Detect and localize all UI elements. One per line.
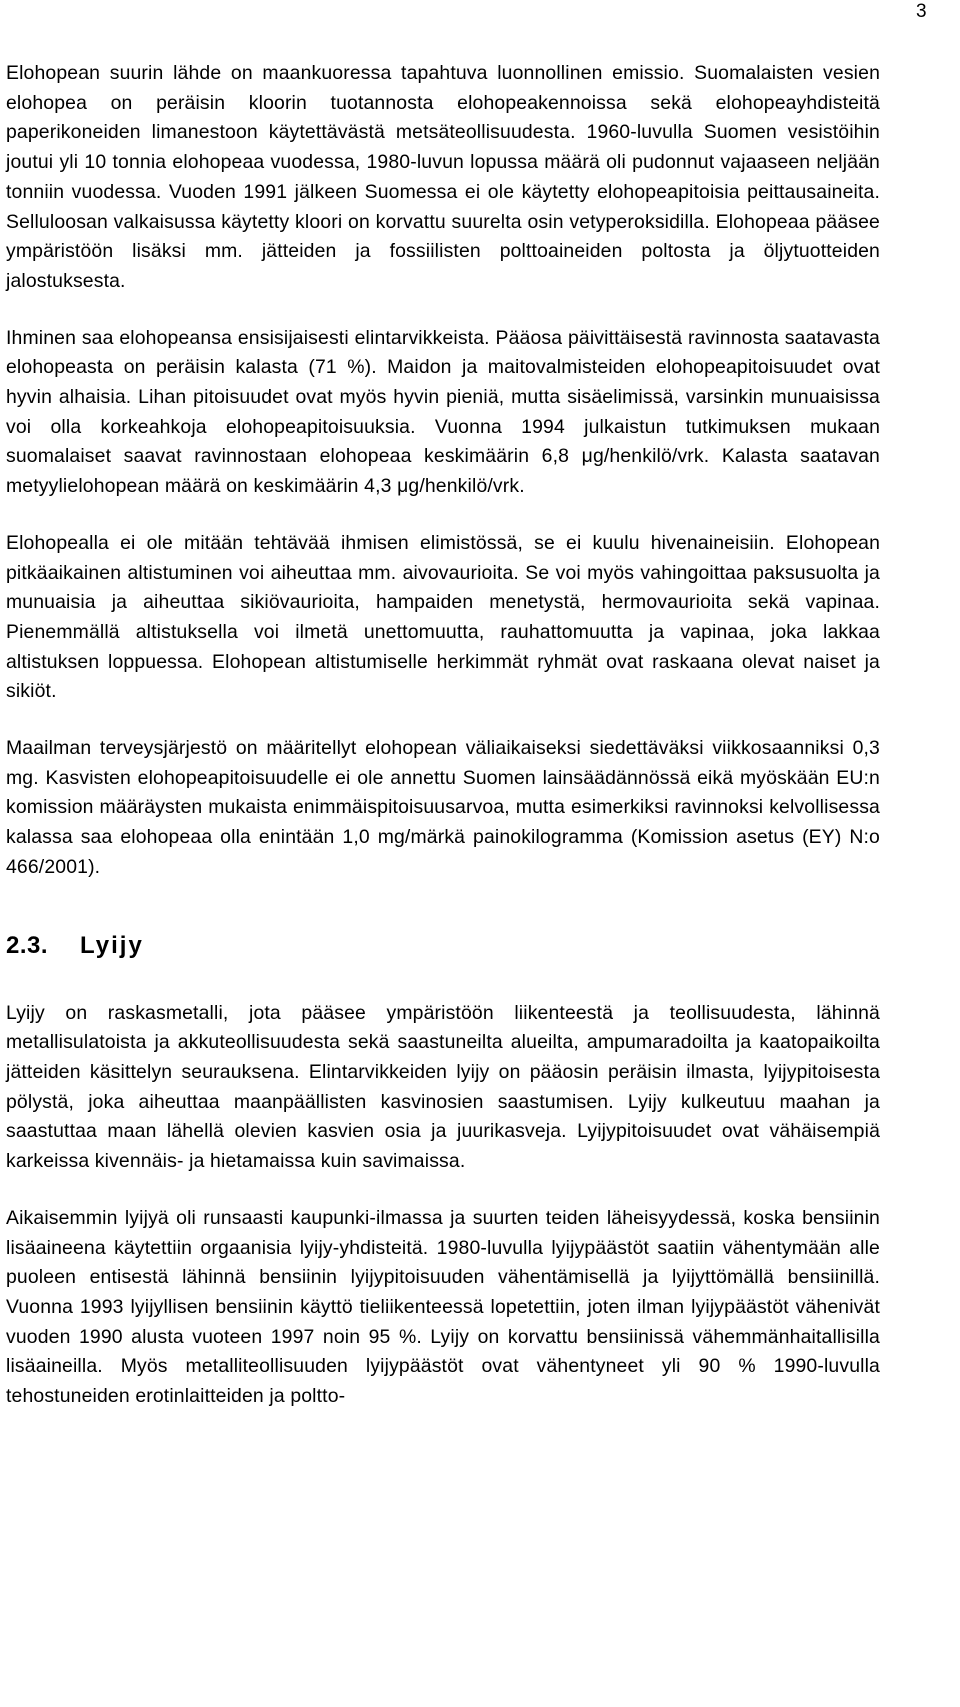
section-title: Lyijy (80, 931, 144, 959)
paragraph-mercury-limits: Maailman terveysjärjestö on määritellyt elohopean väliaikaiseksi siedettäväksi viikkosaanniksi 0,3 mg. Kasvisten elohopeapitoisuudelle ei ole annettu Suomen lainsäädännössä eikä myöskään EU:n komission määräysten mukaista enimmäispitoisuusarvoa, mutta esimerkiksi ravinnoksi kelvollisessa kalassa saa elohopeaa olla enintään 1,0 mg/märkä painokilogramma (Komission asetus (EY) N:o 466/2001). (6, 737, 880, 878)
page-body (6, 59, 880, 1412)
section-heading (6, 930, 880, 962)
paragraph-lead-sources: Lyijy on raskasmetalli, jota pääsee ympäristöön liikenteestä ja teollisuudesta, lähinnä metallisulatoista ja akkuteollisuudesta sekä saastuneilta alueilta, ampumaradoilta ja kaatopaikoilta jätteiden käsittelyn seurauksena. Elintarvikkeiden lyijy on pääosin peräisin ilmasta, lyijypitoisesta pölystä, joka aiheuttaa maanpäällisten kasvinosien saastumisen. Lyijy kulkeutuu maahan ja saastuttaa maan lähellä olevien kasvien osia ja juurikasveja. Lyijypitoisuudet ovat vähäisempiä karkeissa kivennäis- ja hietamaissa kuin savimaissa. (6, 1001, 880, 1173)
paragraph-mercury-sources: Elohopean suurin lähde on maankuoressa tapahtuva luonnollinen emissio. Suomalaisten vesien elohopea on peräisin kloorin tuotannosta elohopeakennoissa sekä elohopeayhdisteitä paperikoneiden limanestoon käytettävästä metsäteollisuudesta. 1960-luvulla Suomen vesistöihin joutui yli 10 tonnia elohopeaa vuodessa, 1980-luvun lopussa määrä oli pudonnut vajaaseen neljään tonniin vuodessa. Vuoden 1991 jälkeen Suomessa ei ole käytetty elohopeapitoisia peittausaineita. Selluloosan valkaisussa käytetty kloori on korvattu suurelta osin vetyperoksidilla. Elohopeaa pääsee ympäristöön lisäksi mm. jätteiden ja fossiilisten polttoaineiden poltosta ja öljytuotteiden jalostuksesta. (6, 62, 880, 292)
section-number: 2.3. (6, 931, 49, 959)
paragraph-mercury-health: Elohopealla ei ole mitään tehtävää ihmisen elimistössä, se ei kuulu hivenaineisiin. Elohopean pitkäaikainen altistuminen voi aiheuttaa mm. aivovaurioita. Se voi myös vahingoittaa paksusuolta ja munuaisia ja aiheuttaa sikiövaurioita, hampaiden menetystä, hermovaurioita sekä vapinaa. Pienemmällä altistuksella voi ilmetä unettomuutta, rauhattomuutta ja vapinaa, joka lakkaa altistuksen loppuessa. Elohopean altistumiselle herkimmät ryhmät ovat raskaana olevat naiset ja sikiöt. (6, 531, 880, 703)
paragraph-mercury-intake: Ihminen saa elohopeansa ensisijaisesti elintarvikkeista. Pääosa päivittäisestä ravinnosta saatavasta elohopeasta on peräisin kalasta (71 %). Maidon ja maitovalmisteiden elohopeapitoisuudet ovat hyvin alhaisia. Lihan pitoisuudet ovat myös hyvin pieniä, mutta sisäelimissä, varsinkin munuaisissa voi olla korkeahkoja elohopeapitoisuuksia. Vuonna 1994 julkaistun tutkimuksen mukaan suomalaiset saavat ravinnostaan elohopeaa keskimäärin 6,8 μg/henkilö/vrk. Kalasta saatavan metyylielohopean määrä on keskimäärin 4,3 μg/henkilö/vrk. (6, 326, 880, 498)
page-number: 3 (916, 1, 927, 22)
paragraph-lead-emissions: Aikaisemmin lyijyä oli runsaasti kaupunki-ilmassa ja suurten teiden läheisyydessä, koska bensiinin lisäaineena käytettiin orgaanisia lyijy-yhdisteitä. 1980-luvulla lyijypäästöt saatiin vähentymään alle puoleen entisestä lähinnä bensiinin lyijypitoisuuden vähentämisellä ja lyijyttömällä bensiinillä. Vuonna 1993 lyijyllisen bensiinin käyttö tieliikenteessä lopetettiin, joten ilman lyijypäästöt vähenivät vuoden 1990 alusta vuoteen 1997 noin 95 %. Lyijy on korvattu bensiinissä vähemmänhaitallisilla lisäaineilla. Myös metalliteollisuuden lyijypäästöt ovat vähentyneet yli 90 % 1990-luvulla tehostuneiden erotinlaitteiden ja poltto- (6, 1206, 880, 1408)
